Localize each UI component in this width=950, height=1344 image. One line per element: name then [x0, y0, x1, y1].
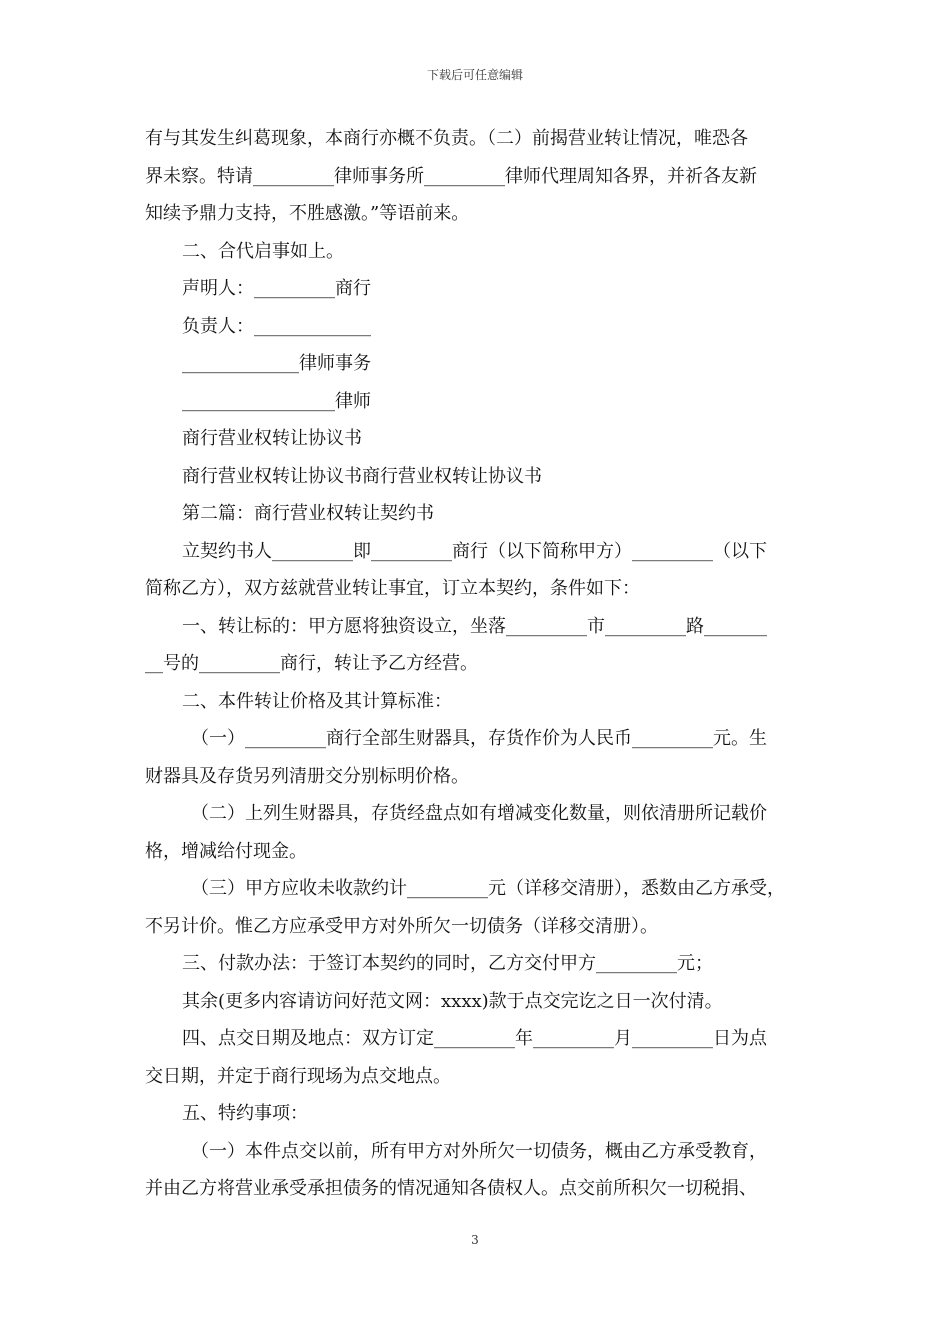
paragraph-line: 立契约书人_________即_________商行（以下简称甲方）_________（以下: [182, 540, 767, 562]
paragraph-line: 知续予鼎力支持，不胜感激。”等语前来。: [145, 203, 470, 224]
paragraph-line: 声明人：_________商行: [182, 278, 371, 299]
paragraph-line: 财器具及存货另列清册交分别标明价格。: [145, 765, 469, 787]
paragraph-line: 二、合代启事如上。: [182, 240, 344, 262]
paragraph-line: 第二篇：商行营业权转让契约书: [182, 503, 434, 524]
paragraph-line: 其余(更多内容请访问好范文网：xxxx)款于点交完讫之日一次付清。: [182, 990, 723, 1012]
paragraph-line: 三、付款办法：于签订本契约的同时，乙方交付甲方_________元；: [182, 953, 713, 974]
paragraph-line: 界未察。特请_________律师事务所_________律师代理周知各界，并祈各友新: [145, 165, 757, 187]
document-body: [145, 120, 807, 1208]
paragraph-line: （二）上列生财器具，存货经盘点如有增减变化数量，则依清册所记载价: [191, 803, 767, 824]
paragraph-line: _____________律师事务: [182, 353, 371, 374]
paragraph-line: _________________律师: [182, 390, 371, 412]
paragraph-line: 商行营业权转让协议书商行营业权转让协议书: [182, 465, 542, 487]
paragraph-line: 负责人：_____________: [182, 315, 371, 337]
page-number: 3: [471, 1233, 479, 1247]
paragraph-line: 商行营业权转让协议书: [182, 428, 362, 449]
paragraph-line: （三）甲方应收未收款约计_________元（详移交清册），悉数由乙方承受，: [191, 878, 785, 899]
paragraph-line: （一）本件点交以前，所有甲方对外所欠一切债务，概由乙方承受教育，: [191, 1140, 767, 1162]
paragraph-line: 一、转让标的：甲方愿将独资设立，坐落_________市_________路_______: [182, 615, 767, 637]
paragraph-line: （一）_________商行全部生财器具，存货作价为人民币_________元。生: [191, 728, 767, 749]
page-header-note: 下载后可任意编辑: [426, 68, 523, 82]
paragraph-line: 简称乙方），双方兹就营业转让事宜，订立本契约，条件如下：: [145, 578, 640, 599]
paragraph-line: 并由乙方将营业承受承担债务的情况通知各债权人。点交前所积欠一切税捐、: [145, 1178, 757, 1199]
paragraph-line: 有与其发生纠葛现象，本商行亦概不负责。（二）前揭营业转让情况，唯恐各: [145, 128, 748, 149]
paragraph-line: 四、点交日期及地点：双方订定_________年_________月_________日为点: [182, 1028, 767, 1049]
paragraph-line: 五、特约事项：: [182, 1103, 308, 1124]
paragraph-line: 交日期，并定于商行现场为点交地点。: [145, 1065, 451, 1087]
paragraph-line: 格，增减给付现金。: [145, 840, 307, 862]
paragraph-line: 二、本件转让价格及其计算标准：: [182, 690, 452, 712]
paragraph-line: __号的_________商行，转让予乙方经营。: [145, 653, 478, 674]
paragraph-line: 不另计价。惟乙方应承受甲方对外所欠一切债务（详移交清册）。: [145, 915, 658, 937]
